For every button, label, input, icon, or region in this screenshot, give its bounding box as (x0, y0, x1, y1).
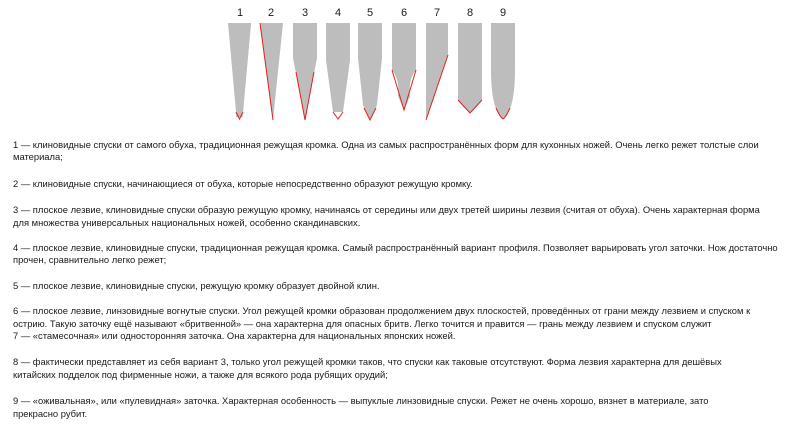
description-line: прекрасно рубит. (13, 407, 88, 419)
blade-profiles-figure (0, 0, 787, 125)
profile-number-9: 9 (499, 7, 507, 19)
description-item-3 (13, 204, 783, 229)
description-item-5 (13, 280, 783, 292)
profile-number-3: 3 (301, 7, 309, 19)
blade-profile-2 (260, 23, 283, 120)
description-line: 9 — «оживальная», или «пулевидная» заточка. Характерная особенность — выпуклые линзовидные спуски. Режет не очень хорошо, вязнет в материале, зато (13, 395, 709, 407)
profile-number-6: 6 (400, 7, 408, 19)
profile-number-5: 5 (366, 7, 374, 19)
blade-profile-8 (458, 23, 482, 113)
blade-profile-5 (358, 23, 382, 120)
description-item-1 (13, 139, 783, 164)
description-line: прочен, сравнительно легко режет; (13, 254, 167, 266)
description-line: острию. Такую заточку ещё называют «бритвенной» — она характерна для опасных бритв. Легко точится и правится — грань между лезвием и спуском служит (13, 317, 712, 329)
description-line: 6 — плоское лезвие, линзовидные вогнутые спуски. Угол режущей кромки образован продолжением двух плоскостей, проведённых от грани между лезвием и спуском к (13, 305, 751, 317)
profile-numbers (237, 7, 506, 19)
profile-number-2: 2 (267, 7, 275, 19)
blade-profile-6 (392, 23, 416, 110)
description-item-6 (13, 305, 783, 330)
profile-number-1: 1 (236, 7, 244, 19)
profile-number-8: 8 (466, 7, 474, 19)
profile-number-4: 4 (334, 7, 342, 19)
description-line: 1 — клиновидные спуски от самого обуха, традиционная режущая кромка. Одна из самых распространённых форм для кухонных ножей. Очень легко режет толстые слои (13, 139, 759, 150)
description-line: 5 — плоское лезвие, клиновидные спуски, режущую кромку образует двойной клин. (13, 279, 380, 291)
description-item-4 (13, 242, 783, 267)
description-line: 4 — плоское лезвие, клиновидные спуски, традиционная режущая кромка. Самый распространённый вариант профиля. Позволяет варьировать угол заточки. Нож достаточно (13, 242, 778, 254)
blade-profile-1 (228, 23, 251, 119)
description-item-8 (13, 356, 783, 381)
blade-profile-4 (326, 23, 350, 119)
description-line: 7 — «стамесочная» или односторонняя заточка. Она характерна для национальных японских ножей. (13, 330, 456, 342)
description-line: 3 — плоское лезвие, клиновидные спуски образую режущую кромку, начинаясь от середины или двух третей ширины лезвия (считая от обуха). Очень характерная форма (13, 204, 760, 216)
blade-profile-9 (491, 23, 515, 119)
blade-profile-3 (293, 23, 317, 120)
description-line: китайских подделок под фирменные ножи, а также для всякого рода рубящих орудий; (13, 368, 388, 380)
blade-profile-7 (426, 23, 448, 120)
description-line: 8 — фактически представляет из себя вариант 3, только угол режущей кромки таков, что спуски как таковые отсутствуют. Форма лезвия характерна для дешёвых (13, 356, 722, 368)
description-item-9 (13, 395, 783, 420)
description-line: для множества универсальных национальных ножей, особенно скандинавских. (13, 216, 361, 228)
profile-number-7: 7 (433, 7, 441, 19)
description-line: 2 — клиновидные спуски, начинающиеся от обуха, которые непосредственно образуют режущую кромку. (13, 177, 473, 189)
profile-descriptions (13, 139, 783, 420)
description-item-2 (13, 178, 783, 190)
description-line: материала; (13, 151, 63, 163)
description-item-7 (13, 330, 783, 342)
